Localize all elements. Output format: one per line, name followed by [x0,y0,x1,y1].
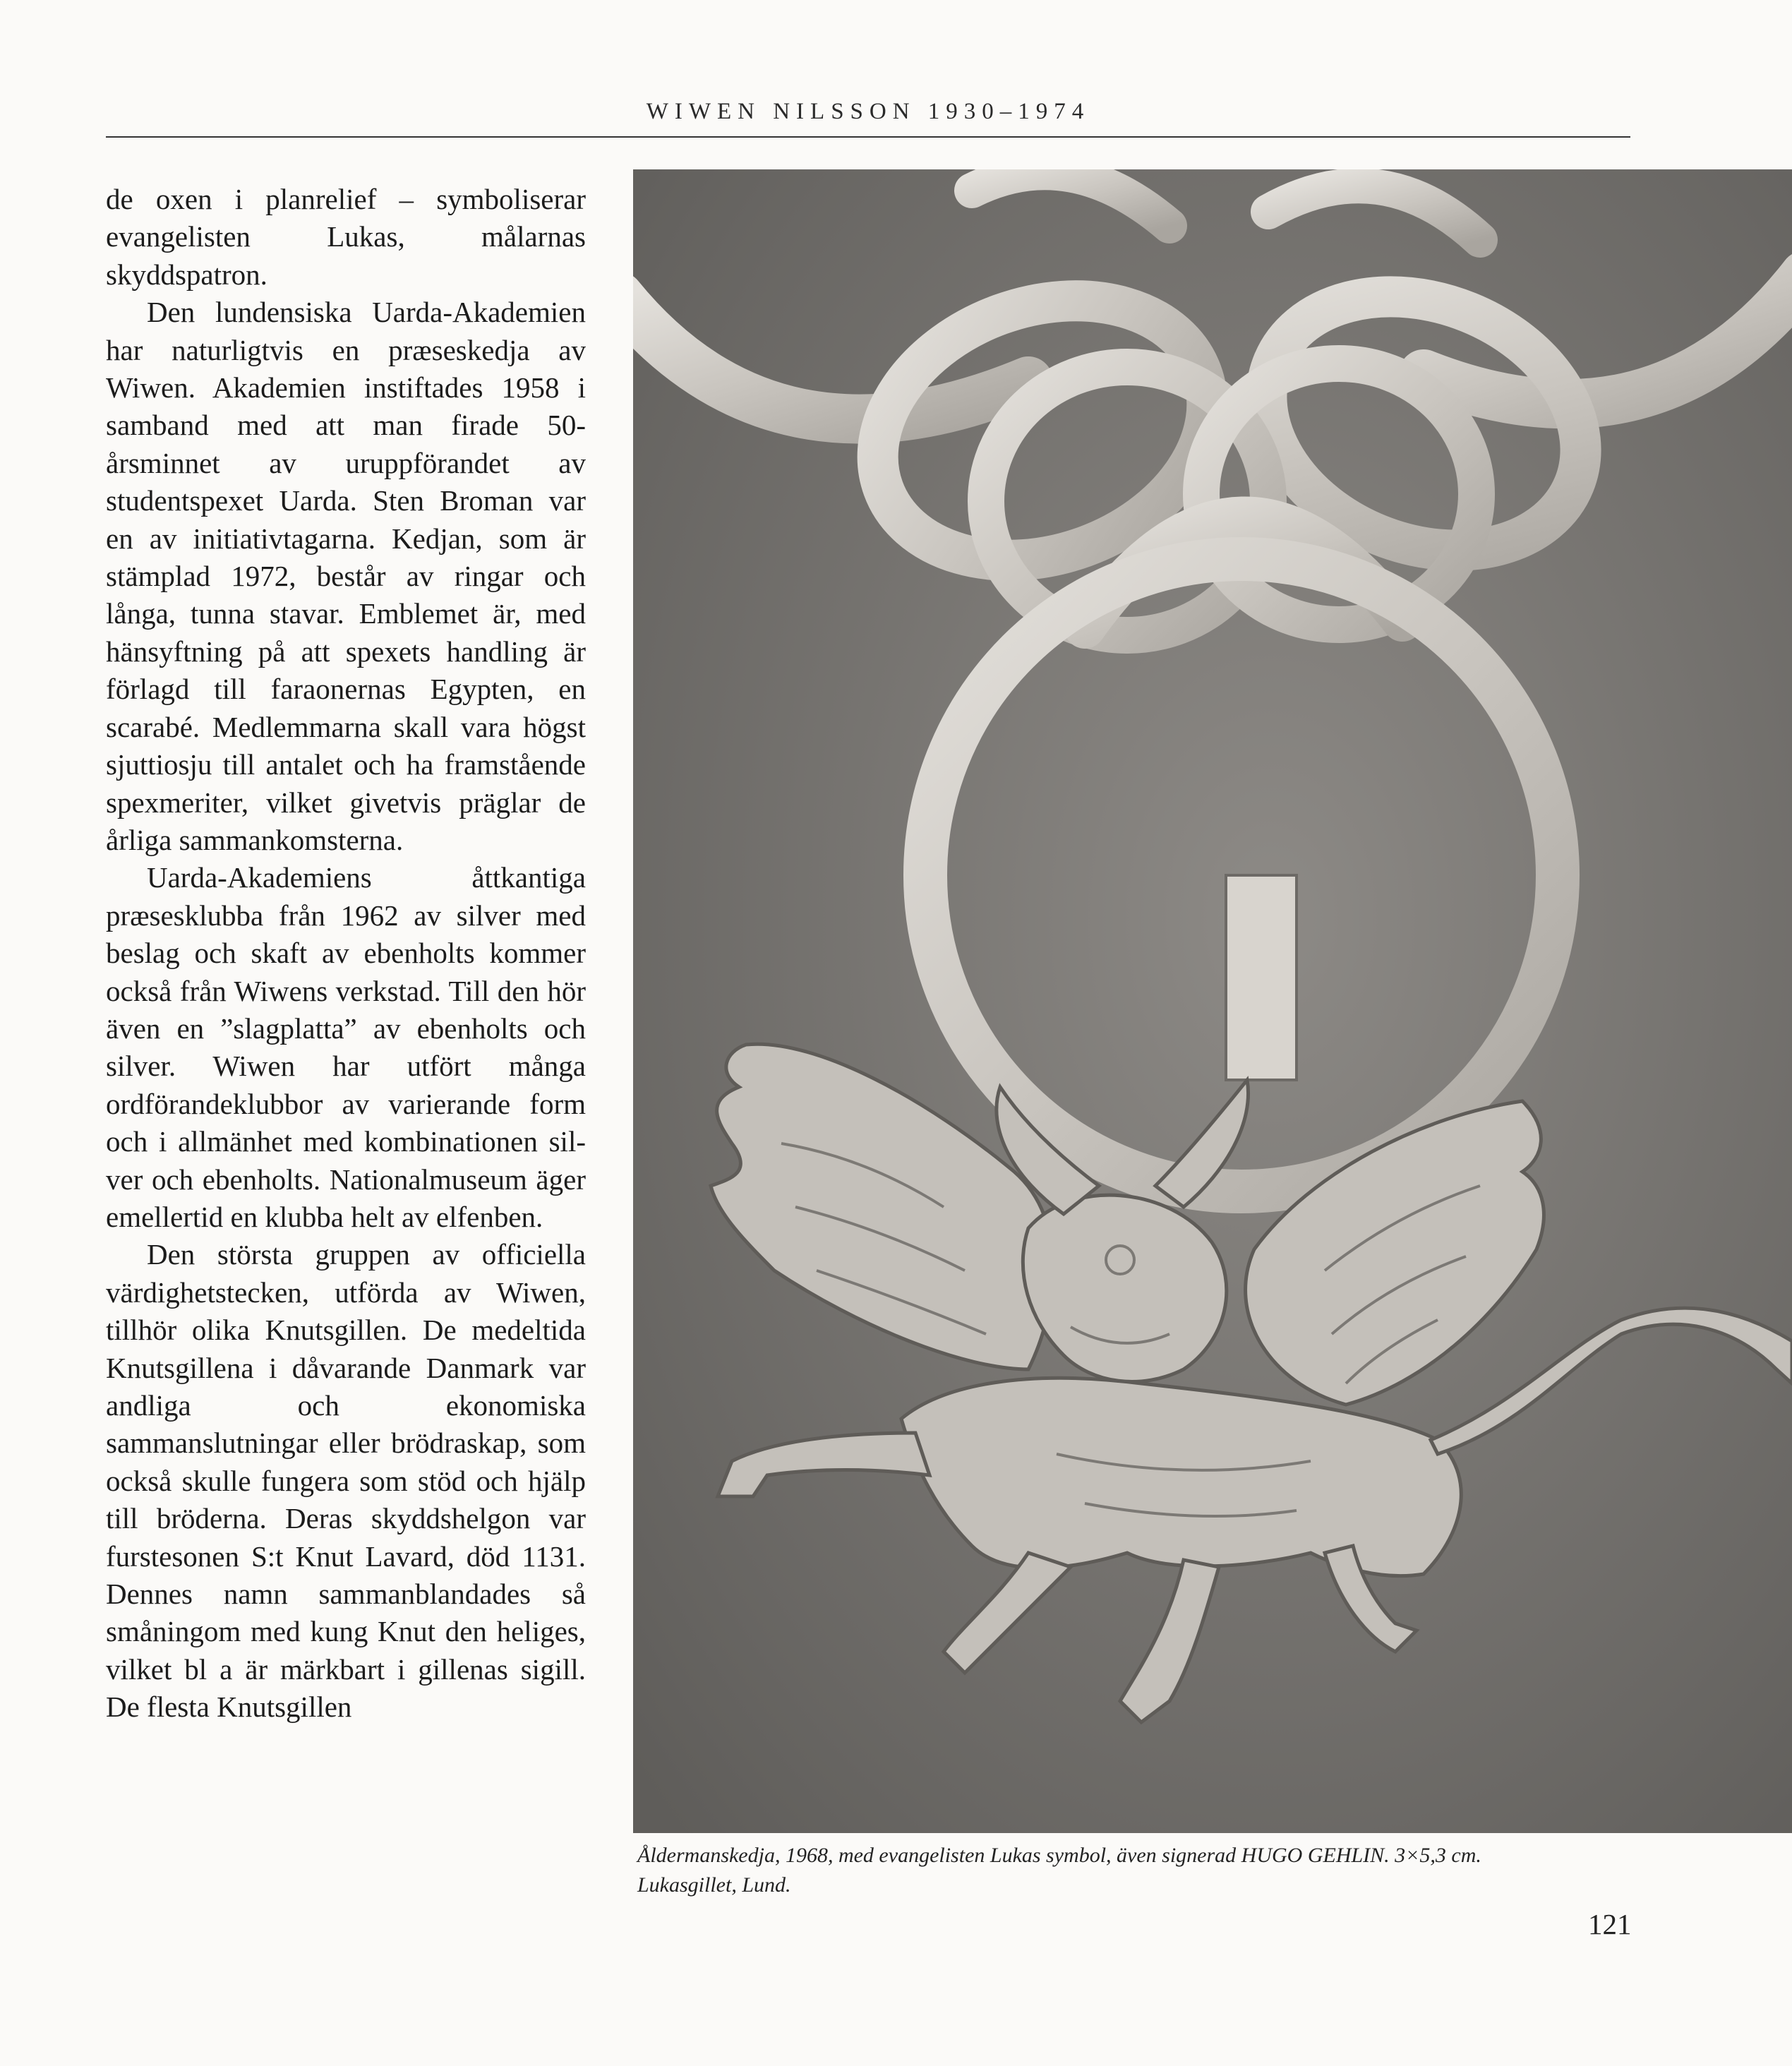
paragraph-1: de oxen i planrelief – symboliserar evangelisten Lukas, målarnas skyddspatron. [106,183,586,291]
paragraph-3: Uarda-Akademiens åttkantiga præsesklubba från 1962 av silver med beslag och skaft av ebenholts kommer också från Wiwens verkstad. Till den hör även en ”slagplatta” av ebenholts och silver. Wiwen har utfört många ordförandeklubbor av varierande form och i allmänhet med kombinationen silver och ebenholts. Nationalmuseum äger emellertid en klubba helt av elfenben. [106,861,586,1233]
paragraph-2: Den lundensiska Uarda-Akademien har naturligtvis en præseskedja av Wiwen. Akademien instiftades 1958 i samband med att man firade 50-årsminnet av uruppförandet av studentspexet Uarda. Sten Broman var en av initiativtagarna. Kedjan, som är stämplad 1972, består av ringar och långa, tunna stavar. Emblemet är, med hänsyftning på att spexets handling är förlagd till faraonernas Egypten, en scarabé. Medlemmarna skall vara högst sjuttiosju till antalet och ha framstående spexmeriter, vilket givetvis präglar de årliga sammankomsterna. [106,296,586,856]
caption-line-1: Åldermanskedja, 1968, med evangelisten Lukas symbol, även signerad HUGO GEHLIN. 3×5,3 cm. [637,1844,1481,1867]
pendant-bail [1226,875,1297,1080]
page-number: 121 [1588,1908,1632,1940]
running-head: WIWEN NILSSON 1930–1974 [646,99,1090,124]
caption-line-2: Lukasgillet, Lund. [637,1873,791,1897]
header-rule [106,136,1630,138]
body-text-column [106,181,586,1726]
chain-photograph [633,169,1792,1833]
figure-caption [637,1841,1738,1900]
paragraph-4: Den största gruppen av officiella värdighetstecken, utförda av Wiwen, tillhör olika Knutsgillen. De medeltida Knutsgillena i dåvarande Danmark var andliga och ekonomiska sammanslutningar eller brödraskap, som också skulle fungera som stöd och hjälp till bröderna. Deras skyddshelgon var furstesonen S:t Knut Lavard, död 1131. Dennes namn sammanblandades så småningom med kung Knut den heliges, vilket bl a är märkbart i gillenas sigill. De flesta Knutsgillen [106,1238,586,1724]
